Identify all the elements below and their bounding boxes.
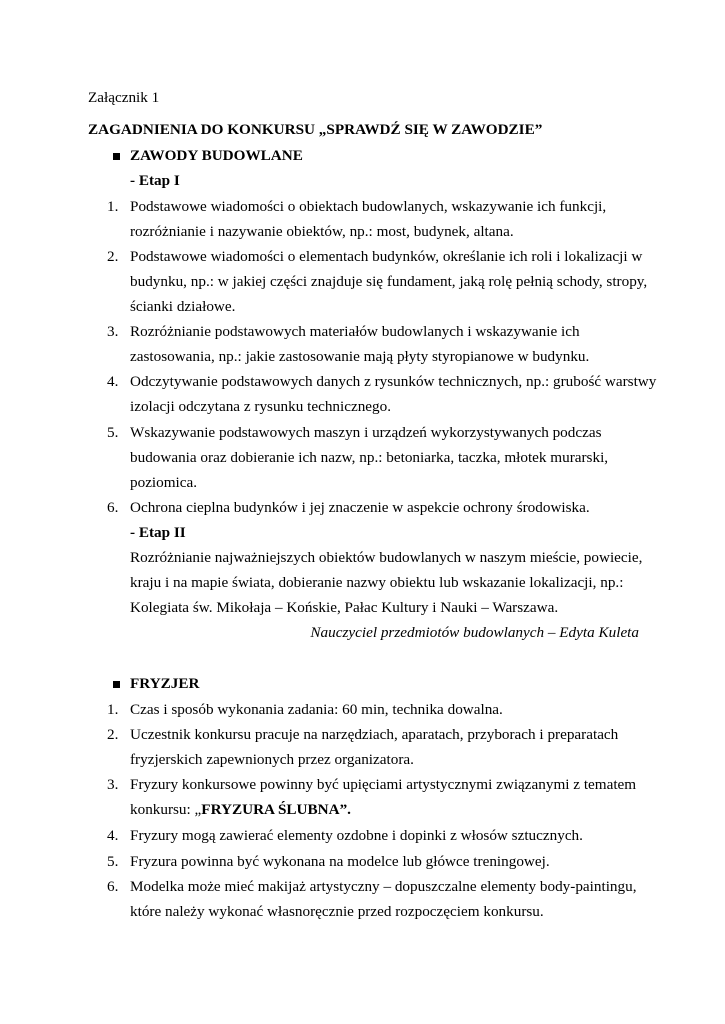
stage2-line: Rozróżnianie najważniejszych obiektów budowlanych w naszym mieście, powiecie, [130, 549, 643, 566]
section-heading-hairdresser: FRYZJER [130, 675, 200, 692]
list-number: 1. [107, 198, 119, 215]
list-number: 6. [107, 878, 119, 895]
list-number: 6. [107, 499, 119, 516]
list-number: 5. [107, 424, 119, 441]
list-item-line: Odczytywanie podstawowych danych z rysunków technicznych, np.: grubość warstwy [130, 373, 657, 390]
list-item-line: Czas i sposób wykonania zadania: 60 min, technika dowalna. [130, 701, 503, 718]
stage2-line: Kolegiata św. Mikołaja – Końskie, Pałac Kultury i Nauki – Warszawa. [130, 599, 559, 616]
list-number: 3. [107, 776, 119, 793]
list-item-line: izolacji odczytana z rysunku technicznego. [130, 398, 392, 415]
list-item-line: Modelka może mieć makijaż artystyczny – dopuszczalne elementy body-paintingu, [130, 878, 637, 895]
stage1-label: - Etap I [130, 172, 180, 189]
list-item-line: poziomica. [130, 474, 198, 491]
list-item-line: Wskazywanie podstawowych maszyn i urządzeń wykorzystywanych podczas [130, 424, 602, 441]
theme-prefix: konkursu: „ [130, 801, 202, 818]
list-number: 1. [107, 701, 119, 718]
list-item-line: Fryzury mogą zawierać elementy ozdobne i dopinki z włosów sztucznych. [130, 827, 583, 844]
list-item-line: Podstawowe wiadomości o obiektach budowlanych, wskazywanie ich funkcji, [130, 198, 607, 215]
teacher-signature: Nauczyciel przedmiotów budowlanych – Edyta Kuleta [310, 624, 639, 641]
list-item-line: fryzjerskich zapewnionych przez organizatora. [130, 751, 414, 768]
attachment-label: Załącznik 1 [88, 89, 160, 106]
list-item-line: budowania oraz dobieranie ich nazw, np.: betoniarka, taczka, młotek murarski, [130, 449, 609, 466]
list-number: 3. [107, 323, 119, 340]
list-item-line: zastosowania, np.: jakie zastosowanie mają płyty styropianowe w budynku. [130, 348, 590, 365]
list-item-line: Podstawowe wiadomości o elementach budynków, określanie ich roli i lokalizacji w [130, 248, 643, 265]
bullet-icon [113, 681, 120, 688]
bullet-icon [113, 153, 120, 160]
list-item-line: ścianki działowe. [130, 298, 236, 315]
list-number: 2. [107, 726, 119, 743]
competition-theme: FRYZURA ŚLUBNA”. [201, 801, 351, 818]
stage2-label: - Etap II [130, 524, 186, 541]
list-number: 2. [107, 248, 119, 265]
list-number: 4. [107, 373, 119, 390]
list-item-line [130, 800, 351, 820]
list-item-line: Rozróżnianie podstawowych materiałów budowlanych i wskazywanie ich [130, 323, 580, 340]
main-title: ZAGADNIENIA DO KONKURSU „SPRAWDŹ SIĘ W ZAWODZIE” [88, 121, 543, 138]
list-item-line: rozróżnianie i nazywanie obiektów, np.: most, budynek, altana. [130, 223, 514, 240]
list-item-line: Ochrona cieplna budynków i jej znaczenie w aspekcie ochrony środowiska. [130, 499, 590, 516]
section-heading-construction: ZAWODY BUDOWLANE [130, 147, 303, 164]
list-item-line: Uczestnik konkursu pracuje na narzędziach, aparatach, przyborach i preparatach [130, 726, 619, 743]
list-item-line: Fryzura powinna być wykonana na modelce lub główce treningowej. [130, 853, 550, 870]
list-item-line: które należy wykonać własnoręcznie przed rozpoczęciem konkursu. [130, 903, 544, 920]
list-number: 4. [107, 827, 119, 844]
list-item-line: Fryzury konkursowe powinny być upięciami artystycznymi związanymi z tematem [130, 776, 637, 793]
stage2-line: kraju i na mapie świata, dobieranie nazwy obiektu lub wskazanie lokalizacji, np.: [130, 574, 624, 591]
list-number: 5. [107, 853, 119, 870]
list-item-line: budynku, np.: w jakiej części znajduje się fundament, jaką rolę pełnią schody, stropy, [130, 273, 648, 290]
